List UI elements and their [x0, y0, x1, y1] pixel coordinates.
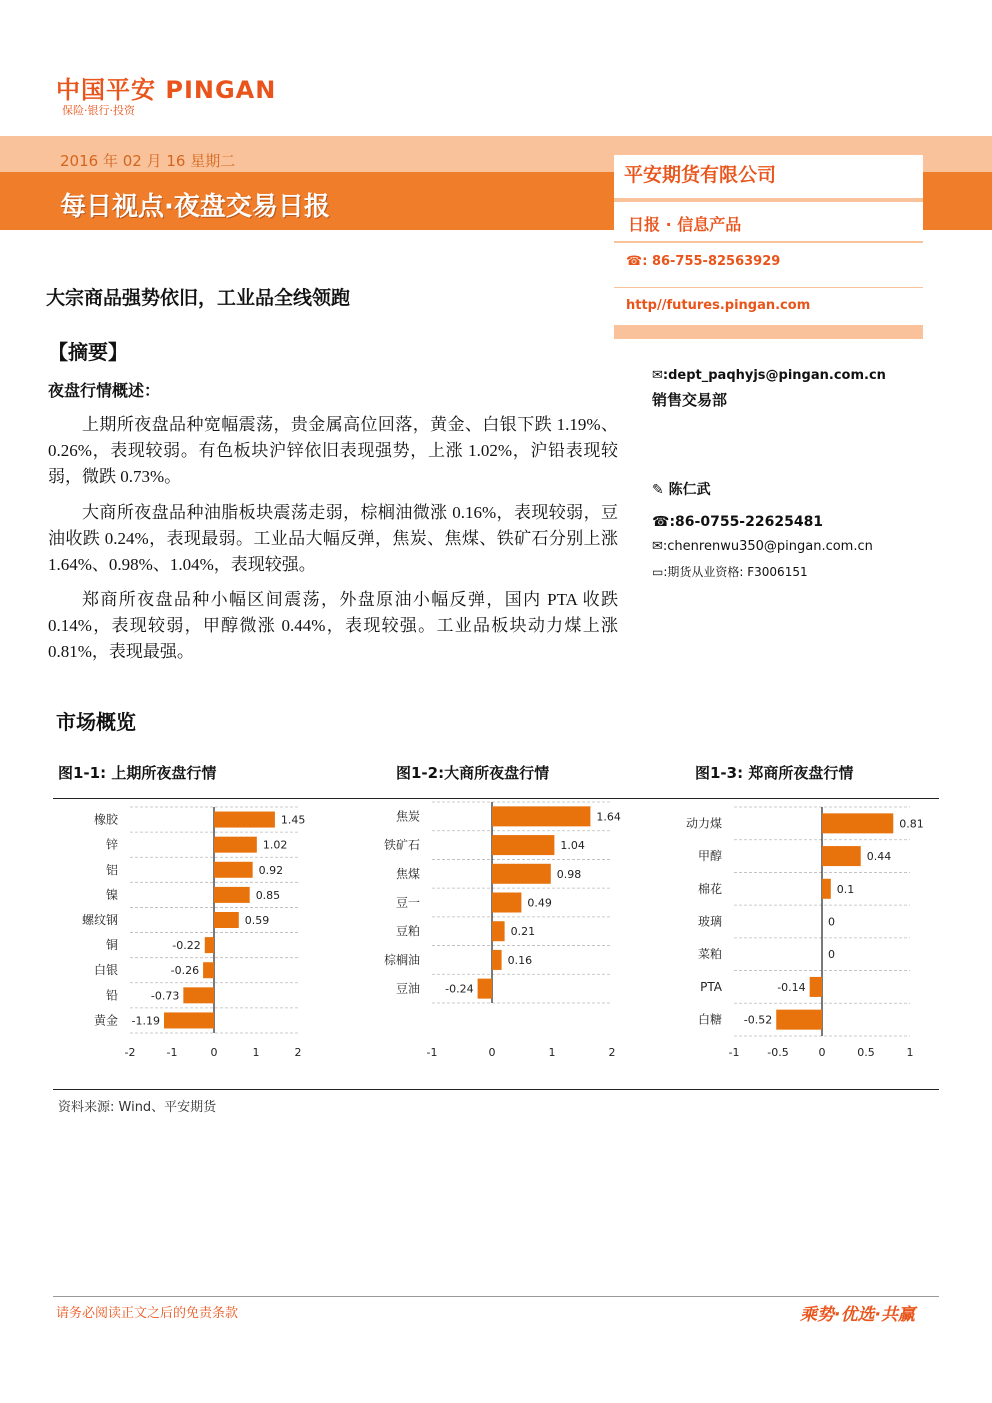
category-label: 黄金: [93, 1013, 118, 1028]
category-label: PTA: [700, 979, 722, 994]
category-label: 棕榈油: [383, 952, 420, 967]
panel-divider: [614, 325, 923, 339]
value-label: -0.52: [743, 1013, 773, 1027]
abstract-title: 【摘要】: [48, 340, 128, 364]
category-label: 铁矿石: [383, 838, 420, 853]
tick-label: -1: [166, 1046, 178, 1059]
tick-label: 0.5: [857, 1046, 875, 1059]
analyst-phone-number: 86-0755-22625481: [675, 514, 824, 530]
bar-4: [492, 921, 505, 941]
bar-1: [822, 846, 861, 866]
bar-4: [214, 912, 239, 928]
tick-label: 2: [608, 1046, 616, 1059]
bar-2: [822, 879, 831, 899]
bar-1: [492, 835, 554, 855]
pen-icon: ✎: [652, 482, 664, 498]
value-label: 0.44: [866, 850, 892, 864]
paragraph-shfe: 上期所夜盘品种宽幅震荡，贵金属高位回落，黄金、白银下跌 1.19%、0.26%，表现较弱。有色板块沪锌依旧表现强势，上涨 1.02%，沪铅表现较弱，微跌 0.73%。: [48, 415, 618, 486]
book-icon: ▭:: [652, 565, 668, 579]
value-label: 1.04: [560, 839, 585, 853]
analyst-license: [652, 563, 808, 580]
license-text: 期货从业资格: F3006151: [667, 565, 808, 579]
value-label: -0.14: [777, 980, 806, 994]
bar-6: [203, 962, 214, 978]
value-label: 0.85: [255, 888, 281, 902]
tick-label: -0.5: [767, 1046, 789, 1059]
chart-dce: [384, 802, 621, 1059]
mail-icon: ✉:: [652, 539, 668, 554]
phone-icon: ☎:: [652, 514, 676, 530]
footer-slogan: 乘势·优选·共赢: [800, 1305, 915, 1325]
panel-divider: [614, 198, 923, 202]
bar-5: [810, 977, 822, 997]
category-label: 白银: [93, 963, 118, 978]
category-label: 焦煤: [395, 866, 420, 881]
charts-area: [0, 800, 992, 1090]
dept-email-address: dept_paqhyjs@pingan.com.cn: [668, 368, 886, 383]
bar-2: [214, 862, 253, 878]
bar-3: [214, 887, 250, 903]
chart-title-dce: 图1-2:大商所夜盘行情: [396, 764, 550, 782]
panel-divider: [614, 241, 923, 243]
category-label: 铅: [105, 988, 118, 1003]
tick-label: 0: [488, 1046, 496, 1059]
value-label: 0.59: [244, 914, 270, 927]
chart-top-rule: [53, 798, 939, 799]
dept-email[interactable]: [652, 368, 886, 383]
mail-icon: ✉:: [652, 368, 669, 383]
bar-1: [214, 837, 257, 853]
value-label: -0.24: [445, 982, 474, 996]
company-phone-number: 86-755-82563929: [651, 254, 781, 269]
bar-0: [822, 813, 893, 833]
report-title: 每日视点·夜盘交易日报: [60, 192, 330, 222]
chart-shfe: [82, 807, 305, 1059]
value-label: 0.98: [556, 867, 582, 881]
tick-label: -2: [124, 1046, 136, 1059]
category-label: 豆一: [395, 895, 420, 910]
category-label: 铜: [105, 938, 118, 953]
tick-label: -1: [426, 1046, 438, 1059]
category-label: 螺纹钢: [81, 913, 118, 927]
company-website-link[interactable]: http//futures.pingan.com: [626, 298, 811, 313]
bar-3: [492, 893, 521, 913]
bar-7: [183, 987, 214, 1003]
value-label: 0.1: [836, 882, 855, 896]
report-date: 2016 年 02 月 16 星期二: [60, 152, 236, 170]
value-label: -0.22: [172, 939, 201, 953]
category-label: 豆油: [395, 981, 420, 996]
disclaimer-link[interactable]: 请务必阅读正文之后的免责条款: [56, 1306, 239, 1321]
category-label: 锌: [105, 837, 118, 852]
bar-0: [492, 806, 590, 826]
company-phone: [626, 254, 780, 269]
product-type: 日报 · 信息产品: [628, 215, 742, 234]
company-name: 平安期货有限公司: [624, 164, 777, 186]
tick-label: 1: [548, 1046, 556, 1059]
value-label: -0.26: [170, 964, 200, 978]
tick-label: 2: [294, 1046, 302, 1059]
paragraph-dce: 大商所夜盘品种油脂板块震荡走弱，棕榈油微涨 0.16%，表现较弱，豆油收跌 0.24%，表现最弱。工业品大幅反弹，焦炭、焦煤、铁矿石分别上涨 1.64%、0.98%、1.04%，表现较强。: [48, 503, 618, 574]
category-label: 铝: [105, 862, 118, 877]
category-label: 棉花: [697, 881, 722, 896]
value-label: 0.92: [258, 863, 284, 877]
category-label: 玻璃: [697, 914, 722, 929]
value-label: 1.45: [280, 813, 306, 827]
value-label: 0.21: [510, 925, 536, 939]
analyst-email[interactable]: [652, 539, 873, 554]
section-title: 市场概览: [56, 710, 136, 734]
bar-0: [214, 812, 275, 828]
bar-6: [776, 1010, 822, 1030]
value-label: 1.02: [262, 838, 288, 852]
category-label: 甲醇: [697, 849, 722, 864]
value-label: 0.49: [527, 896, 552, 910]
data-source: 资料来源: Wind、平安期货: [58, 1100, 217, 1115]
panel-divider: [614, 287, 923, 288]
value-label: 0: [828, 915, 835, 929]
tick-label: 0: [818, 1046, 826, 1059]
category-label: 菜粕: [697, 947, 722, 962]
chart-czce: [686, 807, 924, 1059]
tick-label: 1: [252, 1046, 260, 1059]
bar-5: [205, 937, 214, 953]
value-label: 1.64: [596, 810, 621, 824]
analyst-email-address: chenrenwu350@pingan.com.cn: [667, 539, 873, 554]
phone-icon: ☎:: [626, 254, 648, 269]
value-label: -1.19: [131, 1014, 161, 1028]
chart-bottom-rule: [53, 1089, 939, 1090]
tick-label: 1: [906, 1046, 914, 1059]
brand-tagline: 保险·银行·投资: [62, 104, 135, 117]
analyst-name: 陈仁武: [668, 482, 711, 498]
tick-label: -1: [728, 1046, 740, 1059]
footer-rule: [53, 1296, 939, 1297]
dept-name: 销售交易部: [652, 391, 728, 409]
brand-logo: 中国平安 PINGAN: [56, 76, 277, 104]
analyst: [652, 479, 711, 499]
value-label: 0: [828, 948, 835, 962]
bar-2: [492, 864, 551, 884]
headline: 大宗商品强势依旧，工业品全线领跑: [46, 287, 351, 309]
tick-label: 0: [210, 1046, 218, 1059]
value-label: 0.81: [899, 817, 924, 831]
overview-title: 夜盘行情概述：: [48, 381, 161, 400]
category-label: 焦炭: [395, 809, 420, 824]
chart-title-shfe: 图1-1: 上期所夜盘行情: [58, 764, 217, 782]
category-label: 动力煤: [685, 816, 722, 831]
paragraph-czce: 郑商所夜盘品种小幅区间震荡，外盘原油小幅反弹，国内 PTA 收跌 0.14%，表现较弱，甲醇微涨 0.44%，表现较强。工业品板块动力煤上涨 0.81%，表现最强。: [48, 590, 618, 661]
bar-5: [492, 950, 502, 970]
category-label: 镍: [105, 887, 118, 902]
category-label: 白糖: [697, 1012, 722, 1027]
category-label: 豆粕: [395, 924, 420, 939]
bar-6: [478, 979, 492, 999]
bar-8: [164, 1012, 214, 1028]
category-label: 橡胶: [93, 812, 118, 827]
value-label: -0.73: [150, 989, 180, 1003]
analyst-phone: [652, 514, 823, 530]
value-label: 0.16: [507, 953, 533, 967]
chart-title-czce: 图1-3: 郑商所夜盘行情: [695, 764, 854, 782]
